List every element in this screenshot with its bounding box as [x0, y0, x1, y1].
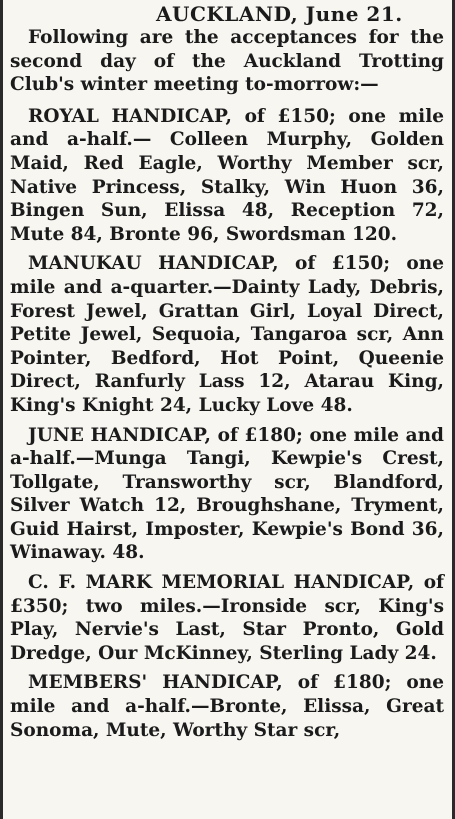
race-manukau-handicap: MANUKAU HANDICAP, of £150; one mile and a-quarter.—Dainty Lady, Debris, Forest Jewel, Grattan Girl, Loyal Direct, Petite Jewel, Sequoia, Tangaroa scr, Ann Pointer, Bedford, Hot Point, Queenie Direct, Ranfurly Lass 12, Atarau King, King's Knight 24, Lucky Love 48. — [10, 253, 444, 416]
intro-paragraph: Following are the acceptances for the second day of the Auckland Trotting Club's winter meeting to-morrow:— — [10, 27, 444, 96]
race-royal-handicap: ROYAL HANDICAP, of £150; one mile and a-half.— Colleen Murphy, Golden Maid, Red Eagle, Worthy Member scr, Native Princess, Stalky, Win Huon 36, Bingen Sun, Elissa 48, Reception 72, Mute 84, Bronte 96, Swordsman 120. — [10, 105, 444, 245]
race-cf-mark-memorial-handicap: C. F. MARK MEMORIAL HANDICAP, of £350; two miles.—Ironside scr, King's Play, Nervie's Last, Star Pronto, Gold Dredge, Our McKinney, Sterling Lady 24. — [10, 572, 444, 664]
race-june-handicap: JUNE HANDICAP, of £180; one mile and a-half.—Munga Tangi, Kewpie's Crest, Tollgate, Transworthy scr, Blandford, Silver Watch 12, Broughshane, Tryment, Guid Hairst, Imposter, Kewpie's Bond 36, Winaway. 48. — [10, 424, 444, 564]
left-column-rule — [0, 0, 3, 819]
dateline: AUCKLAND, June 21. — [156, 2, 403, 26]
article-column — [10, 2, 444, 742]
race-members-handicap: MEMBERS' HANDICAP, of £180; one mile and a-half.—Bronte, Elissa, Great Sonoma, Mute, Worthy Star scr, — [10, 672, 444, 741]
